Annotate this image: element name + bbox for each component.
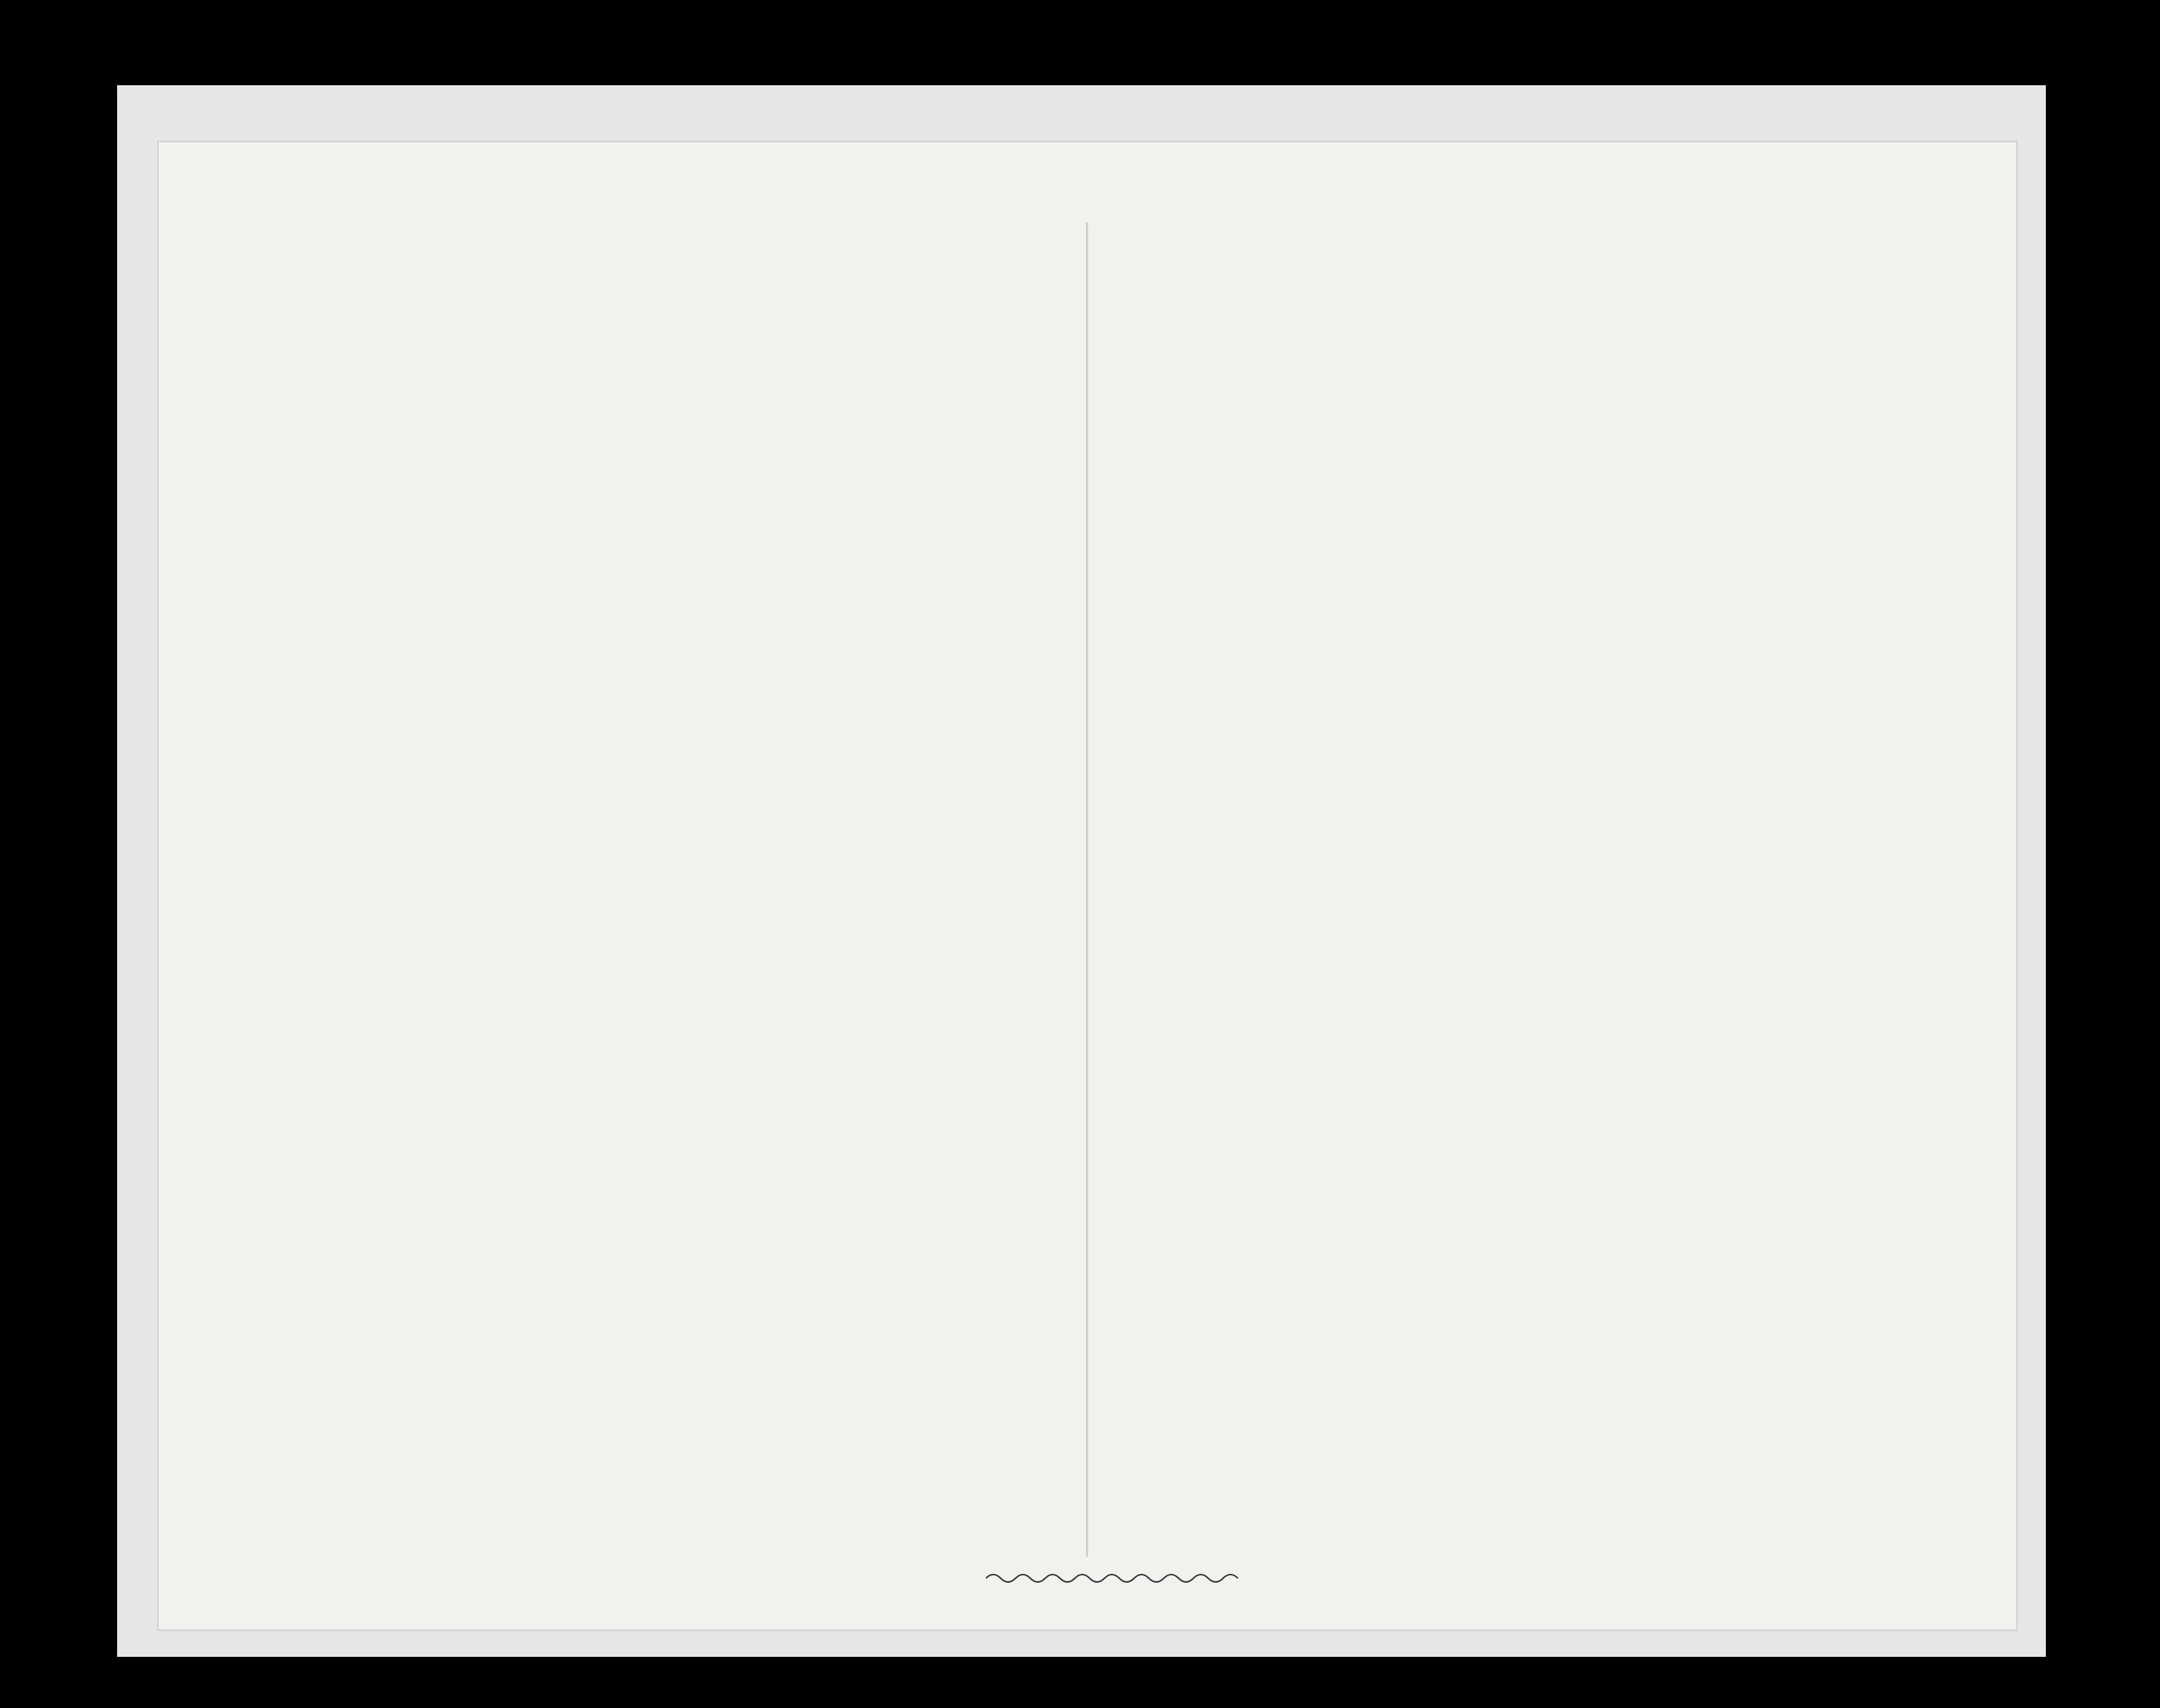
- page-crease: [1086, 222, 1088, 1557]
- form-title: [741, 178, 772, 202]
- bottom-scribble: [986, 1568, 1253, 1584]
